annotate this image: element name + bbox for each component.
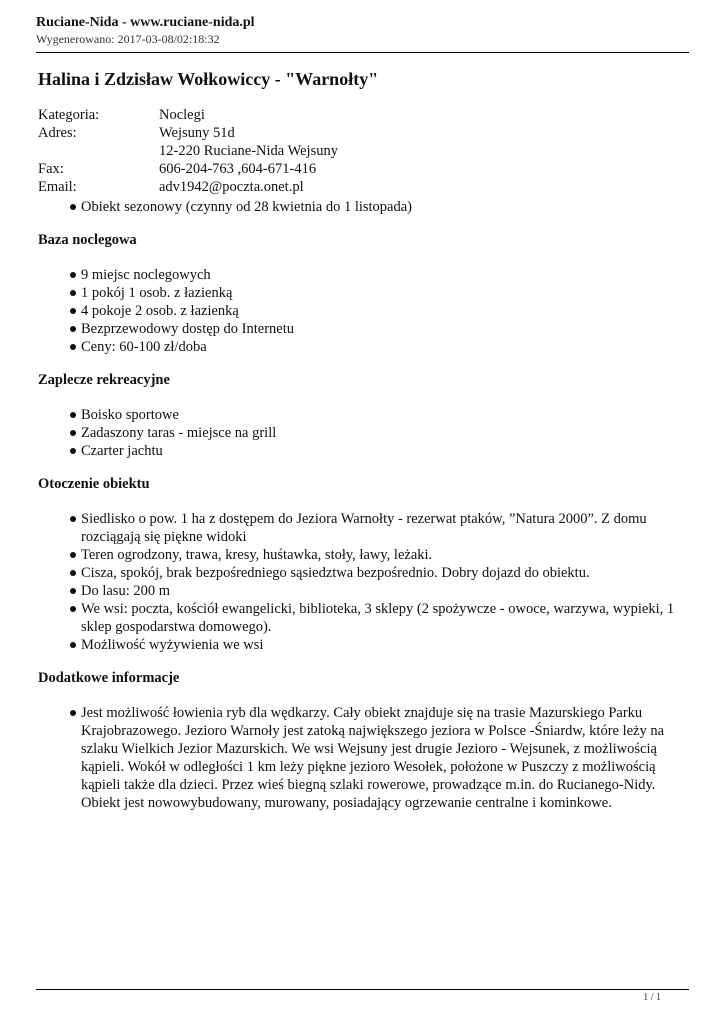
additional-info-list bbox=[38, 704, 688, 812]
bullet-icon bbox=[70, 448, 76, 454]
list-item: Jest możliwość łowienia ryb dla wędkarzy. Cały obiekt znajduje się na trasie Mazurskiego Parku Krajobrazowego. Jezioro Warnoły jest zatoką największego jeziora w Polsce -Śniardw, które leży na szlaku Wielkich Jezior Mazurskich. We wsi Wejsuny jest drugie Jezioro - Wejsunek, z możliwością kąpieli. Wokół w odległości 1 km leży piękne jezioro Wesołek, położone w Puszczy z możliwością kąpieli także dla dzieci. Przez wieś biegną szlaki rowerowe, prowadzące m.in. do Rucianego-Nidy. Obiekt jest nowowybudowany, murowany, posiadający ogrzewanie centralne i kominkowe. bbox=[38, 704, 688, 812]
footer-divider bbox=[36, 989, 689, 990]
document-body bbox=[38, 68, 688, 812]
page-header bbox=[36, 14, 689, 47]
category-value: Noclegi bbox=[159, 107, 205, 123]
list-item: Do lasu: 200 m bbox=[38, 582, 688, 600]
list-item: Możliwość wyżywienia we wsi bbox=[38, 636, 688, 654]
list-item: Siedlisko o pow. 1 ha z dostępem do Jeziora Warnołty - rezerwat ptaków, ”Natura 2000”. Z domu rozciągają się piękne widoki bbox=[38, 510, 688, 546]
address-line-1: Wejsuny 51d bbox=[159, 125, 235, 141]
info-row-address-2 bbox=[38, 142, 688, 160]
list-item: Czarter jachtu bbox=[38, 442, 688, 460]
bullet-icon bbox=[70, 606, 76, 612]
list-item: Ceny: 60-100 zł/doba bbox=[38, 338, 688, 356]
address-label: Adres: bbox=[38, 125, 77, 141]
list-item: Zadaszony taras - miejsce na grill bbox=[38, 424, 688, 442]
list-item: Teren ogrodzony, trawa, kresy, huśtawka, stoły, ławy, leżaki. bbox=[38, 546, 688, 564]
notes-list bbox=[38, 198, 688, 216]
fax-label: Fax: bbox=[38, 161, 64, 177]
info-row-email bbox=[38, 178, 688, 196]
bullet-icon bbox=[70, 710, 76, 716]
bullet-icon bbox=[70, 570, 76, 576]
list-item: Obiekt sezonowy (czynny od 28 kwietnia do 1 listopada) bbox=[38, 198, 688, 216]
bullet-icon bbox=[70, 588, 76, 594]
category-label: Kategoria: bbox=[38, 107, 100, 123]
list-item: We wsi: poczta, kościół ewangelicki, biblioteka, 3 sklepy (2 spożywcze - owoce, warzywa, wypieki, 1 sklep gospodarstwa domowego). bbox=[38, 600, 688, 636]
section-title-surroundings: Otoczenie obiektu bbox=[38, 476, 150, 492]
list-item: 9 miejsc noclegowych bbox=[38, 266, 688, 284]
bullet-icon bbox=[70, 642, 76, 648]
page-number: 1 / 1 bbox=[643, 992, 661, 1003]
list-item: Bezprzewodowy dostęp do Internetu bbox=[38, 320, 688, 338]
section-title-recreation: Zaplecze rekreacyjne bbox=[38, 372, 170, 388]
bullet-icon bbox=[70, 412, 76, 418]
list-item: Boisko sportowe bbox=[38, 406, 688, 424]
info-row-address bbox=[38, 124, 688, 142]
fax-value: 606-204-763 ,604-671-416 bbox=[159, 161, 317, 177]
list-item: 1 pokój 1 osob. z łazienką bbox=[38, 284, 688, 302]
email-value: adv1942@poczta.onet.pl bbox=[159, 179, 304, 195]
bullet-icon bbox=[70, 552, 76, 558]
section-title-accommodation: Baza noclegowa bbox=[38, 232, 137, 248]
bullet-icon bbox=[70, 516, 76, 522]
section-title-additional-info: Dodatkowe informacje bbox=[38, 670, 180, 686]
bullet-icon bbox=[70, 344, 76, 350]
listing-title: Halina i Zdzisław Wołkowiccy - "Warnołty" bbox=[38, 69, 379, 89]
bullet-icon bbox=[70, 272, 76, 278]
info-row-fax bbox=[38, 160, 688, 178]
info-table bbox=[38, 106, 688, 196]
bullet-icon bbox=[70, 308, 76, 314]
bullet-icon bbox=[70, 326, 76, 332]
recreation-list bbox=[38, 406, 688, 460]
bullet-icon bbox=[70, 204, 76, 210]
generated-timestamp: Wygenerowano: 2017-03-08/02:18:32 bbox=[36, 32, 220, 46]
list-item: Cisza, spokój, brak bezpośredniego sąsiedztwa bezpośrednio. Dobry dojazd do obiektu. bbox=[38, 564, 688, 582]
site-title: Ruciane-Nida - www.ruciane-nida.pl bbox=[36, 15, 255, 30]
address-line-2: 12-220 Ruciane-Nida Wejsuny bbox=[159, 143, 338, 159]
accommodation-list bbox=[38, 266, 688, 356]
email-label: Email: bbox=[38, 179, 77, 195]
list-item: 4 pokoje 2 osob. z łazienką bbox=[38, 302, 688, 320]
info-row-category bbox=[38, 106, 688, 124]
surroundings-list bbox=[38, 510, 688, 654]
bullet-icon bbox=[70, 290, 76, 296]
header-divider bbox=[36, 52, 689, 53]
bullet-icon bbox=[70, 430, 76, 436]
